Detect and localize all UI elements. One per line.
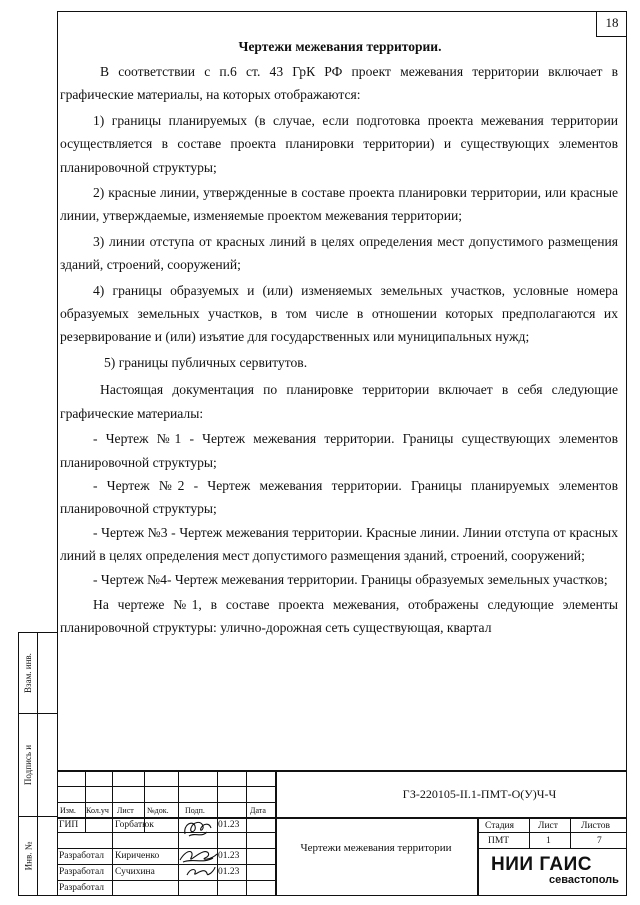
header-list: Лист: [117, 806, 134, 815]
row-name-2: Сучихина: [115, 867, 155, 877]
body-text: [60, 60, 618, 640]
side-stamp-vzam: [18, 632, 57, 714]
paragraph-item1: 1) границы планируемых (в случае, если подготовка проекта межевания территории осуществляется в составе проекта планировки территории) и существующих элементов планировочной структуры;: [60, 112, 618, 175]
stage-header: Стадия: [485, 821, 514, 831]
row-role-1: Разработал: [59, 851, 104, 861]
paragraph-dwg1: - Чертеж №1 - Чертеж межевания территории. Границы существующих элементов планировочной структуры;: [60, 431, 618, 470]
side-stamp-vzam-label: Взам. инв.: [23, 653, 34, 693]
document-code: ГЗ-220105-II.1-ПМТ-О(У)Ч-Ч: [402, 787, 557, 801]
row-role-0: ГИП: [59, 820, 79, 830]
page-title: Чертежи межевания территории.: [238, 39, 442, 54]
sheet-header: Лист: [538, 821, 558, 831]
document-name: Чертежи межевания территории: [300, 842, 452, 854]
row-name-0: Горбатюк: [115, 820, 154, 830]
page-number: 18: [596, 11, 627, 37]
row-name-1: Кириченко: [115, 851, 160, 861]
side-stamp-podpis: [18, 713, 57, 817]
paragraph-final: На чертеже №1, в составе проекта межевания, отображены следующие элементы планировочной структуры: улично-дорожная сеть существующая, квартал: [60, 596, 618, 636]
paragraph-dwg3: - Чертеж №3 - Чертеж межевания территории. Красные линии. Линии отступа от красных линий в целях определения мест допустимого размещения зданий, строений, сооружений;: [60, 524, 618, 564]
header-podp: Подп.: [185, 806, 205, 815]
side-stamp-inv-label: Инв. №: [23, 841, 33, 871]
paragraph-dwg4: - Чертеж №4- Чертеж межевания территории. Границы образуемых земельных участков;: [93, 571, 608, 587]
header-kol-uch: Кол.уч: [86, 806, 109, 815]
row-role-3: Разработал: [59, 883, 104, 893]
row-date-0: 01.23: [218, 820, 240, 830]
stage-value: ПМТ: [488, 836, 510, 846]
side-stamp-inv: [18, 816, 57, 896]
paragraph-item4: 4) границы образуемых и (или) изменяемых земельных участков, условные номера образуемых земельных участков, в том числе в отношении которых предполагаются их резервирование и (или) изъятие для государственных или муниципальных нужд;: [60, 282, 618, 345]
header-ndok: №док.: [147, 806, 169, 815]
row-role-2: Разработал: [59, 867, 104, 877]
org-city: севастополь: [549, 874, 619, 886]
paragraph-item3: 3) линии отступа от красных линий в целях определения мест допустимого размещения зданий, строений, сооружений;: [60, 233, 618, 273]
header-data: Дата: [250, 806, 266, 815]
paragraph-docs-intro: Настоящая документация по планировке территории включает в себя следующие графические материалы:: [60, 382, 618, 421]
signature-gorbatyuk: [179, 816, 217, 840]
row-date-1: 01.23: [218, 851, 240, 861]
signature-suchikhina: [183, 863, 217, 881]
paragraph-item2: 2) красные линии, утвержденные в составе проекта планировки территории, или красные линии, утверждаемые, изменяемые проектом межевания территории;: [60, 185, 618, 224]
paragraph-intro: В соответствии с п.6 ст. 43 ГрК РФ проект межевания территории включает в графические материалы, на которых отображаются:: [60, 64, 618, 103]
row-date-2: 01.23: [218, 867, 240, 877]
paragraph-item5: 5) границы публичных сервитутов.: [104, 354, 308, 370]
sheet-value: 1: [546, 836, 551, 846]
side-stamp-podpis-label: Подпись и: [23, 744, 33, 786]
paragraph-dwg2: - Чертеж №2 - Чертеж межевания территории. Границы планируемых элементов планировочной структуры;: [60, 477, 618, 517]
title-block: [57, 770, 627, 896]
sheets-header: Листов: [581, 821, 611, 831]
org-name: НИИ ГАИС: [491, 854, 592, 875]
sheets-value: 7: [597, 836, 602, 846]
header-izm: Изм.: [60, 806, 76, 815]
side-stamp: [18, 632, 57, 896]
